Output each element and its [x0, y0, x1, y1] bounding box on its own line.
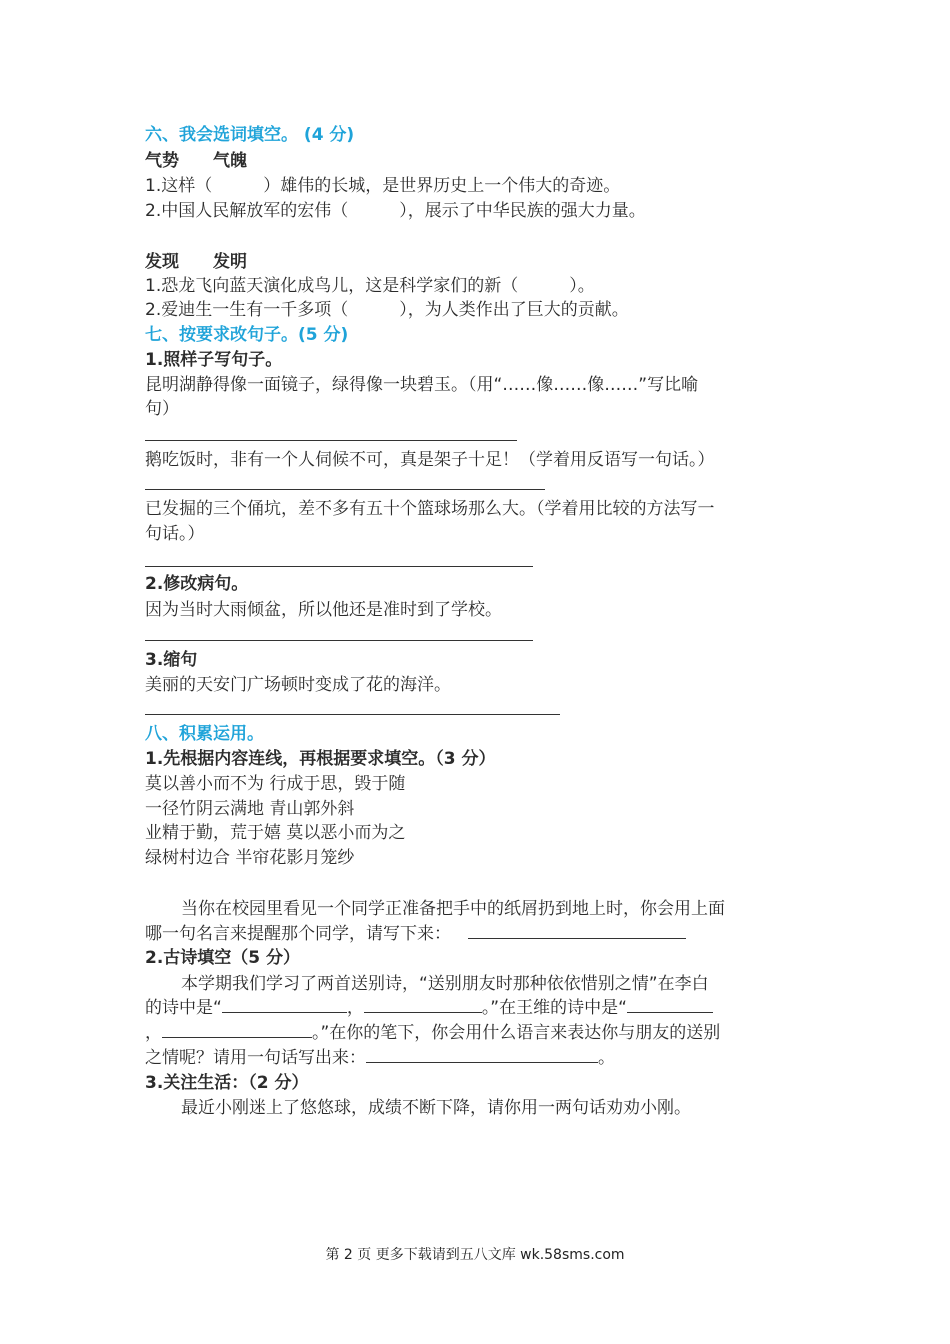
answer-blank[interactable]	[364, 996, 482, 1013]
answer-line[interactable]	[145, 440, 517, 441]
question-text: 1.恐龙飞向蓝天演化成鸟儿，这是科学家们的新（ ）。	[145, 276, 595, 296]
paragraph-text: 哪一句名言来提醒那个同学，请写下来：	[145, 924, 451, 944]
subsection-title: 1.照样子写句子。	[145, 350, 283, 370]
subsection-title: 2.古诗填空（5 分）	[145, 948, 301, 968]
matching-line: 莫以善小而不为 行成于思，毁于随	[145, 774, 406, 794]
paragraph-text	[145, 1021, 805, 1046]
paragraph-text: 之情呢？请用一句话写出来：	[145, 1048, 366, 1068]
paragraph-text	[145, 922, 805, 947]
paragraph-text: 最近小刚迷上了悠悠球，成绩不断下降，请你用一两句话劝劝小刚。	[181, 1098, 691, 1118]
paragraph-text: 。	[598, 1048, 615, 1068]
subsection-title: 3.关注生活：（2 分）	[145, 1073, 309, 1093]
paragraph-text	[145, 996, 805, 1021]
question-text: 已发掘的三个俑坑，差不多有五十个篮球场那么大。（学着用比较的方法写一	[145, 499, 715, 519]
answer-line[interactable]	[145, 640, 533, 641]
question-text: 2.中国人民解放军的宏伟（ ），展示了中华民族的强大力量。	[145, 201, 646, 221]
answer-blank[interactable]	[222, 996, 347, 1013]
section-8-title: 八、积累运用。	[145, 724, 264, 744]
matching-line: 业精于勤，荒于嬉 莫以恶小而为之	[145, 823, 406, 843]
page-footer: 第 2 页 更多下载请到五八文库 wk.58sms.com	[325, 1247, 625, 1263]
question-text: 1.这样（ ）雄伟的长城，是世界历史上一个伟大的奇迹。	[145, 176, 621, 196]
matching-line: 绿树村边合 半帘花影月笼纱	[145, 848, 355, 868]
paragraph-text: 。”在你的笔下，你会用什么语言来表达你与朋友的送别	[312, 1023, 721, 1043]
answer-line[interactable]	[145, 714, 560, 715]
section-7-title: 七、按要求改句子。(5 分)	[145, 325, 349, 345]
paragraph-text: 本学期我们学习了两首送别诗，“送别朋友时那种依依惜别之情”在李白	[181, 974, 709, 994]
subsection-title: 3.缩句	[145, 650, 198, 670]
paragraph-text: 的诗中是“	[145, 998, 222, 1018]
answer-line[interactable]	[145, 566, 533, 567]
paragraph-text: 当你在校园里看见一个同学正准备把手中的纸屑扔到地上时，你会用上面	[181, 899, 725, 919]
answer-line[interactable]	[145, 489, 545, 490]
paragraph-text	[145, 1046, 805, 1071]
question-text: 昆明湖静得像一面镜子，绿得像一块碧玉。（用“……像……像……”写比喻	[145, 375, 699, 395]
question-text: 美丽的天安门广场顿时变成了花的海洋。	[145, 675, 451, 695]
answer-blank[interactable]	[162, 1021, 312, 1038]
word-choice-2: 发现 发明	[145, 252, 247, 272]
subsection-title: 1.先根据内容连线，再根据要求填空。（3 分）	[145, 749, 496, 769]
paragraph-text: 。”在王维的诗中是“	[481, 998, 627, 1018]
section-6-title: 六、我会选词填空。 (4 分)	[145, 125, 355, 145]
question-text: 2.爱迪生一生有一千多项（ ），为人类作出了巨大的贡献。	[145, 300, 629, 320]
question-text: 因为当时大雨倾盆，所以他还是准时到了学校。	[145, 600, 502, 620]
matching-line: 一径竹阴云满地 青山郭外斜	[145, 799, 355, 819]
answer-blank[interactable]	[366, 1046, 598, 1063]
word-choice-1: 气势 气魄	[145, 151, 247, 171]
paragraph-text: ，	[145, 1023, 162, 1043]
paragraph-text: ，	[346, 998, 364, 1018]
answer-blank[interactable]	[627, 996, 713, 1013]
question-text: 鹅吃饭时，非有一个人伺候不可，真是架子十足！（学着用反语写一句话。）	[145, 450, 715, 470]
question-text: 句话。）	[145, 524, 205, 544]
question-text: 句）	[145, 399, 179, 419]
subsection-title: 2.修改病句。	[145, 574, 249, 594]
answer-blank[interactable]	[468, 922, 686, 939]
